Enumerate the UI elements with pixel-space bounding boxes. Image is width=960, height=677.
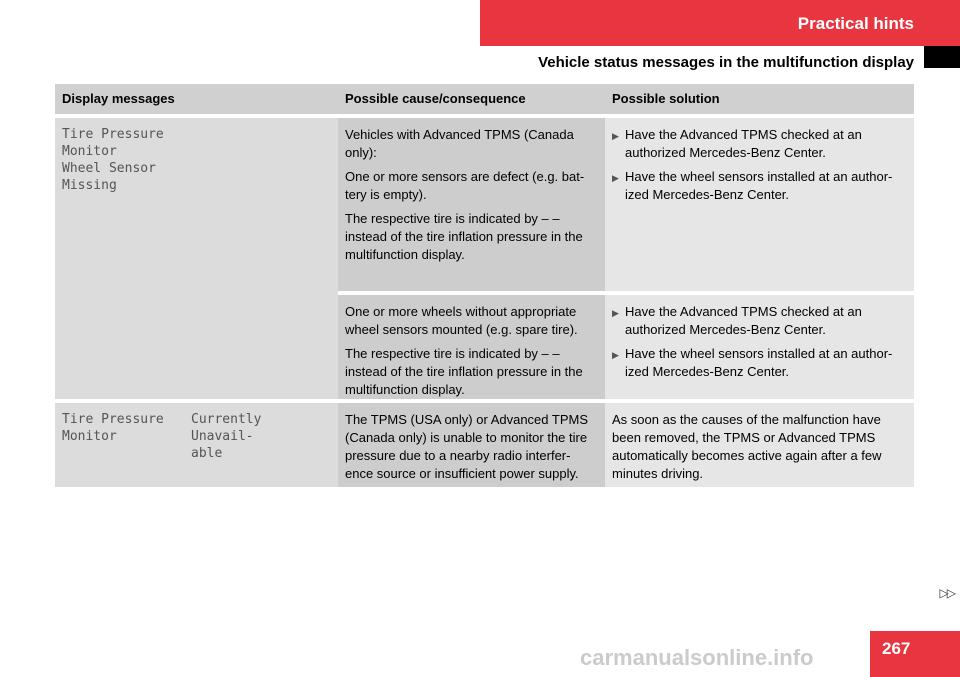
status-messages-table [55, 84, 914, 487]
table-row [338, 118, 914, 291]
section-header-tab [480, 0, 960, 46]
table-header [55, 84, 914, 114]
arrow-right-icon: ▶ [612, 173, 619, 183]
cause-text: The respective tire is indicated by – – instead of the tire inflation pressure in the multifunction display. [345, 211, 583, 262]
display-message-secondary [184, 118, 338, 399]
list-item [612, 168, 907, 204]
cause-text: Vehicles with Advanced TPMS (Canada only): [345, 127, 574, 160]
solution-cell [605, 118, 914, 291]
cause-text: The respective tire is indicated by – – instead of the tire inflation pressure in the multifunction display. [345, 346, 583, 397]
table-row [338, 295, 914, 399]
section-title: Practical hints [797, 14, 914, 33]
message-cell [55, 118, 338, 399]
solution-text: Have the Advanced TPMS checked at an authorized Mercedes-Benz Center. [625, 127, 862, 160]
solution-text: As soon as the causes of the malfunction have been removed, the TPMS or Advanced TPMS automatically becomes active again after a few minutes driving. [612, 412, 882, 481]
cause-solution-stack [338, 118, 914, 399]
list-item [612, 303, 907, 339]
arrow-right-icon: ▶ [612, 308, 619, 318]
list-item [612, 345, 907, 381]
solution-text: Have the wheel sensors installed at an author-ized Mercedes-Benz Center. [625, 346, 893, 379]
page-number: 267 [870, 631, 960, 677]
arrow-right-icon: ▶ [612, 131, 619, 141]
column-header-cause: Possible cause/consequence [338, 84, 605, 114]
column-header-solution: Possible solution [605, 84, 914, 114]
cause-text: The TPMS (USA only) or Advanced TPMS (Canada only) is unable to monitor the tire pressure due to a nearby radio interfer-ence source or insufficient power supply. [345, 412, 589, 481]
continue-arrow-icon: ▷▷ [939, 586, 954, 600]
table-row [55, 403, 914, 487]
display-message-secondary: Currently Unavail- able [184, 403, 338, 487]
list-item [612, 126, 907, 162]
cause-cell [338, 403, 605, 487]
page-subtitle: Vehicle status messages in the multifunction display [538, 54, 914, 71]
cause-cell [338, 295, 605, 399]
solution-text: Have the wheel sensors installed at an author-ized Mercedes-Benz Center. [625, 169, 893, 202]
solution-cell [605, 295, 914, 399]
table-row-group [55, 118, 914, 399]
solution-cell [605, 403, 914, 487]
solution-text: Have the Advanced TPMS checked at an authorized Mercedes-Benz Center. [625, 304, 862, 337]
arrow-right-icon: ▶ [612, 350, 619, 360]
cause-cell [338, 118, 605, 291]
display-message: Tire Pressure Monitor [55, 403, 184, 487]
header-marker [924, 46, 960, 68]
watermark: carmanualsonline.info [580, 645, 814, 670]
display-message: Tire Pressure Monitor Wheel Sensor Missing [62, 127, 164, 193]
cause-text: One or more sensors are defect (e.g. bat-tery is empty). [345, 169, 585, 202]
column-header-messages: Display messages [55, 84, 338, 114]
cause-text: One or more wheels without appropriate wheel sensors mounted (e.g. spare tire). [345, 304, 578, 337]
